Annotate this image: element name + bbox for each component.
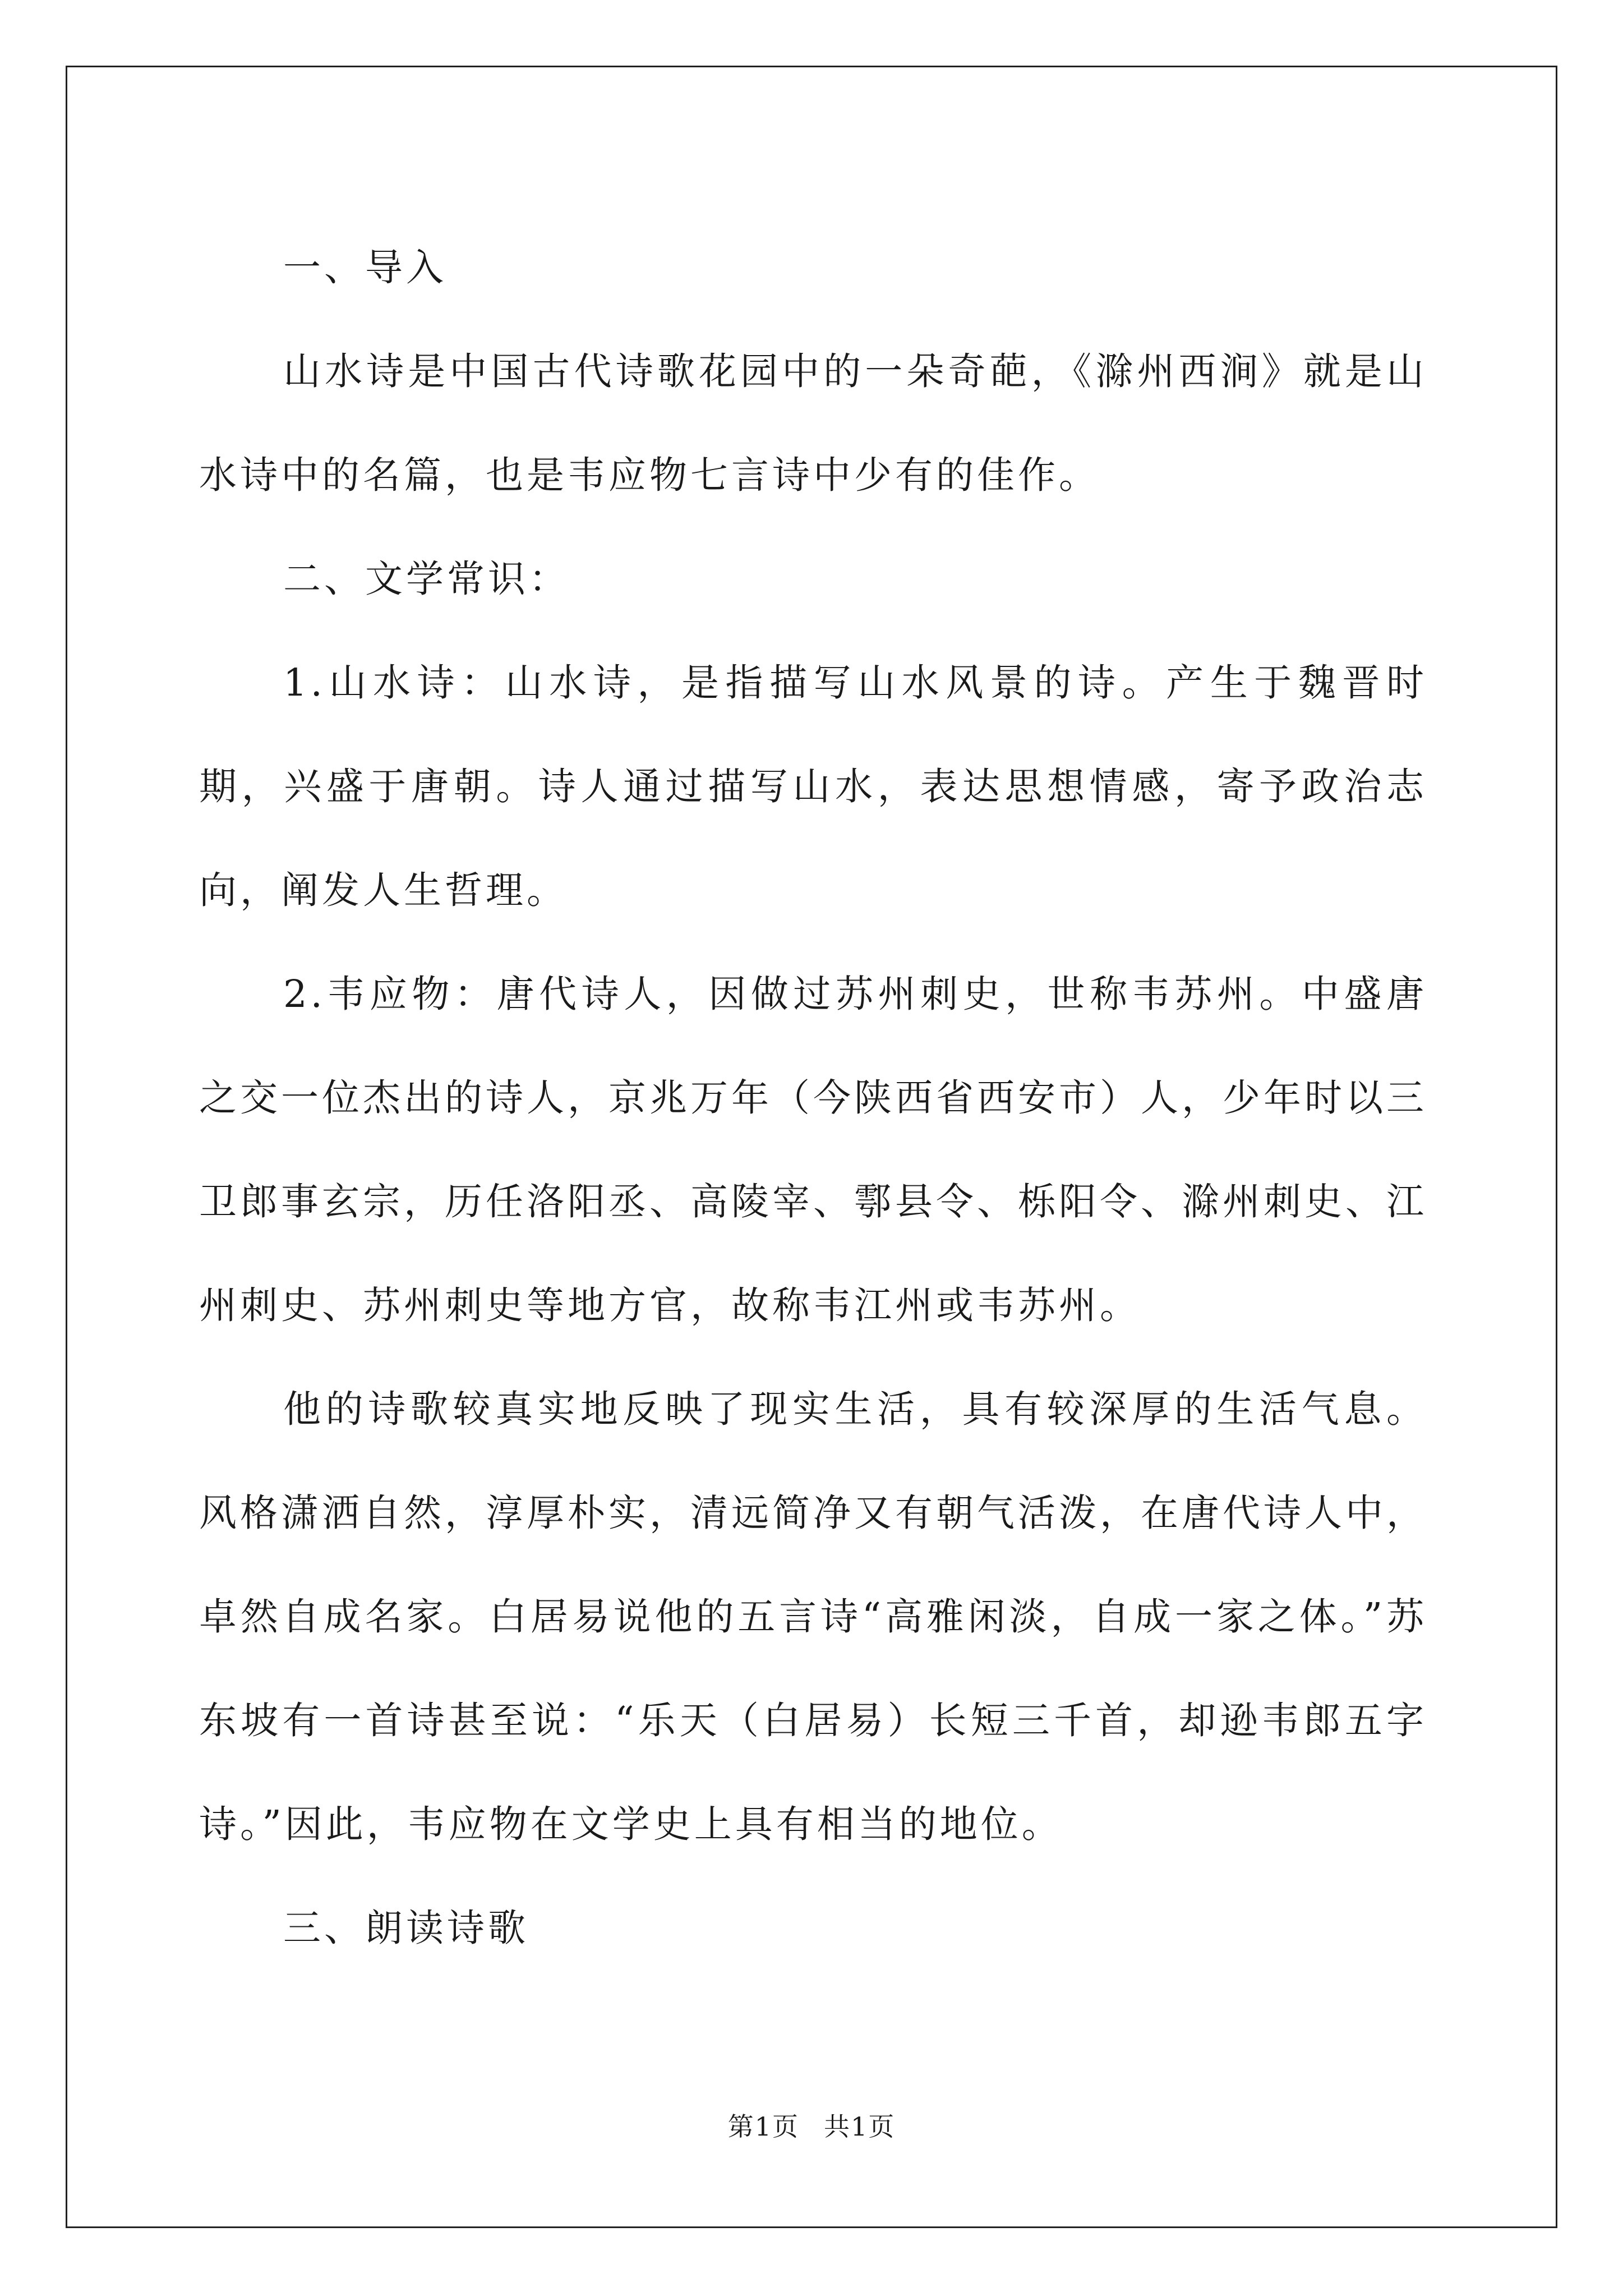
page-footer	[0, 2106, 1623, 2143]
paragraph-intro: 山水诗是中国古代诗歌花园中的一朵奇葩，《滁州西涧》就是山水诗中的名篇，也是韦应物七言诗中少有的佳作。	[199, 349, 1427, 497]
section-heading-literary-knowledge: 二、文学常识：	[283, 557, 570, 601]
paragraph-wei-yingwu-style: 他的诗歌较真实地反映了现实生活，具有较深厚的生活气息。风格潇洒自然，淳厚朴实，清远简净又有朝气活泼，在唐代诗人中，卓然自成名家。白居易说他的五言诗“高雅闲淡，自成一家之体。”苏东坡有一首诗甚至说：“乐天（白居易）长短三千首，却逊韦郎五字诗。”因此，韦应物在文学史上具有相当的地位。	[199, 1387, 1427, 1846]
section-heading-intro: 一、导入	[283, 246, 447, 289]
paragraph-landscape-poetry: 1.山水诗：山水诗，是指描写山水风景的诗。产生于魏晋时期，兴盛于唐朝。诗人通过描写山水，表达思想情感，寄予政治志向，阐发人生哲理。	[199, 661, 1427, 912]
section-heading-reading: 三、朗读诗歌	[283, 1906, 529, 1950]
paragraph-wei-yingwu-bio: 2.韦应物：唐代诗人，因做过苏州刺史，世称韦苏州。中盛唐之交一位杰出的诗人，京兆万年（今陕西省西安市）人，少年时以三卫郎事玄宗，历任洛阳丞、高陵宰、鄠县令、栎阳令、滁州刺史、江州刺史、苏州刺史等地方官，故称韦江州或韦苏州。	[199, 972, 1427, 1327]
document-body	[199, 216, 1427, 1980]
page-number: 第1页	[727, 2111, 799, 2142]
page-total: 共1页	[824, 2111, 896, 2142]
